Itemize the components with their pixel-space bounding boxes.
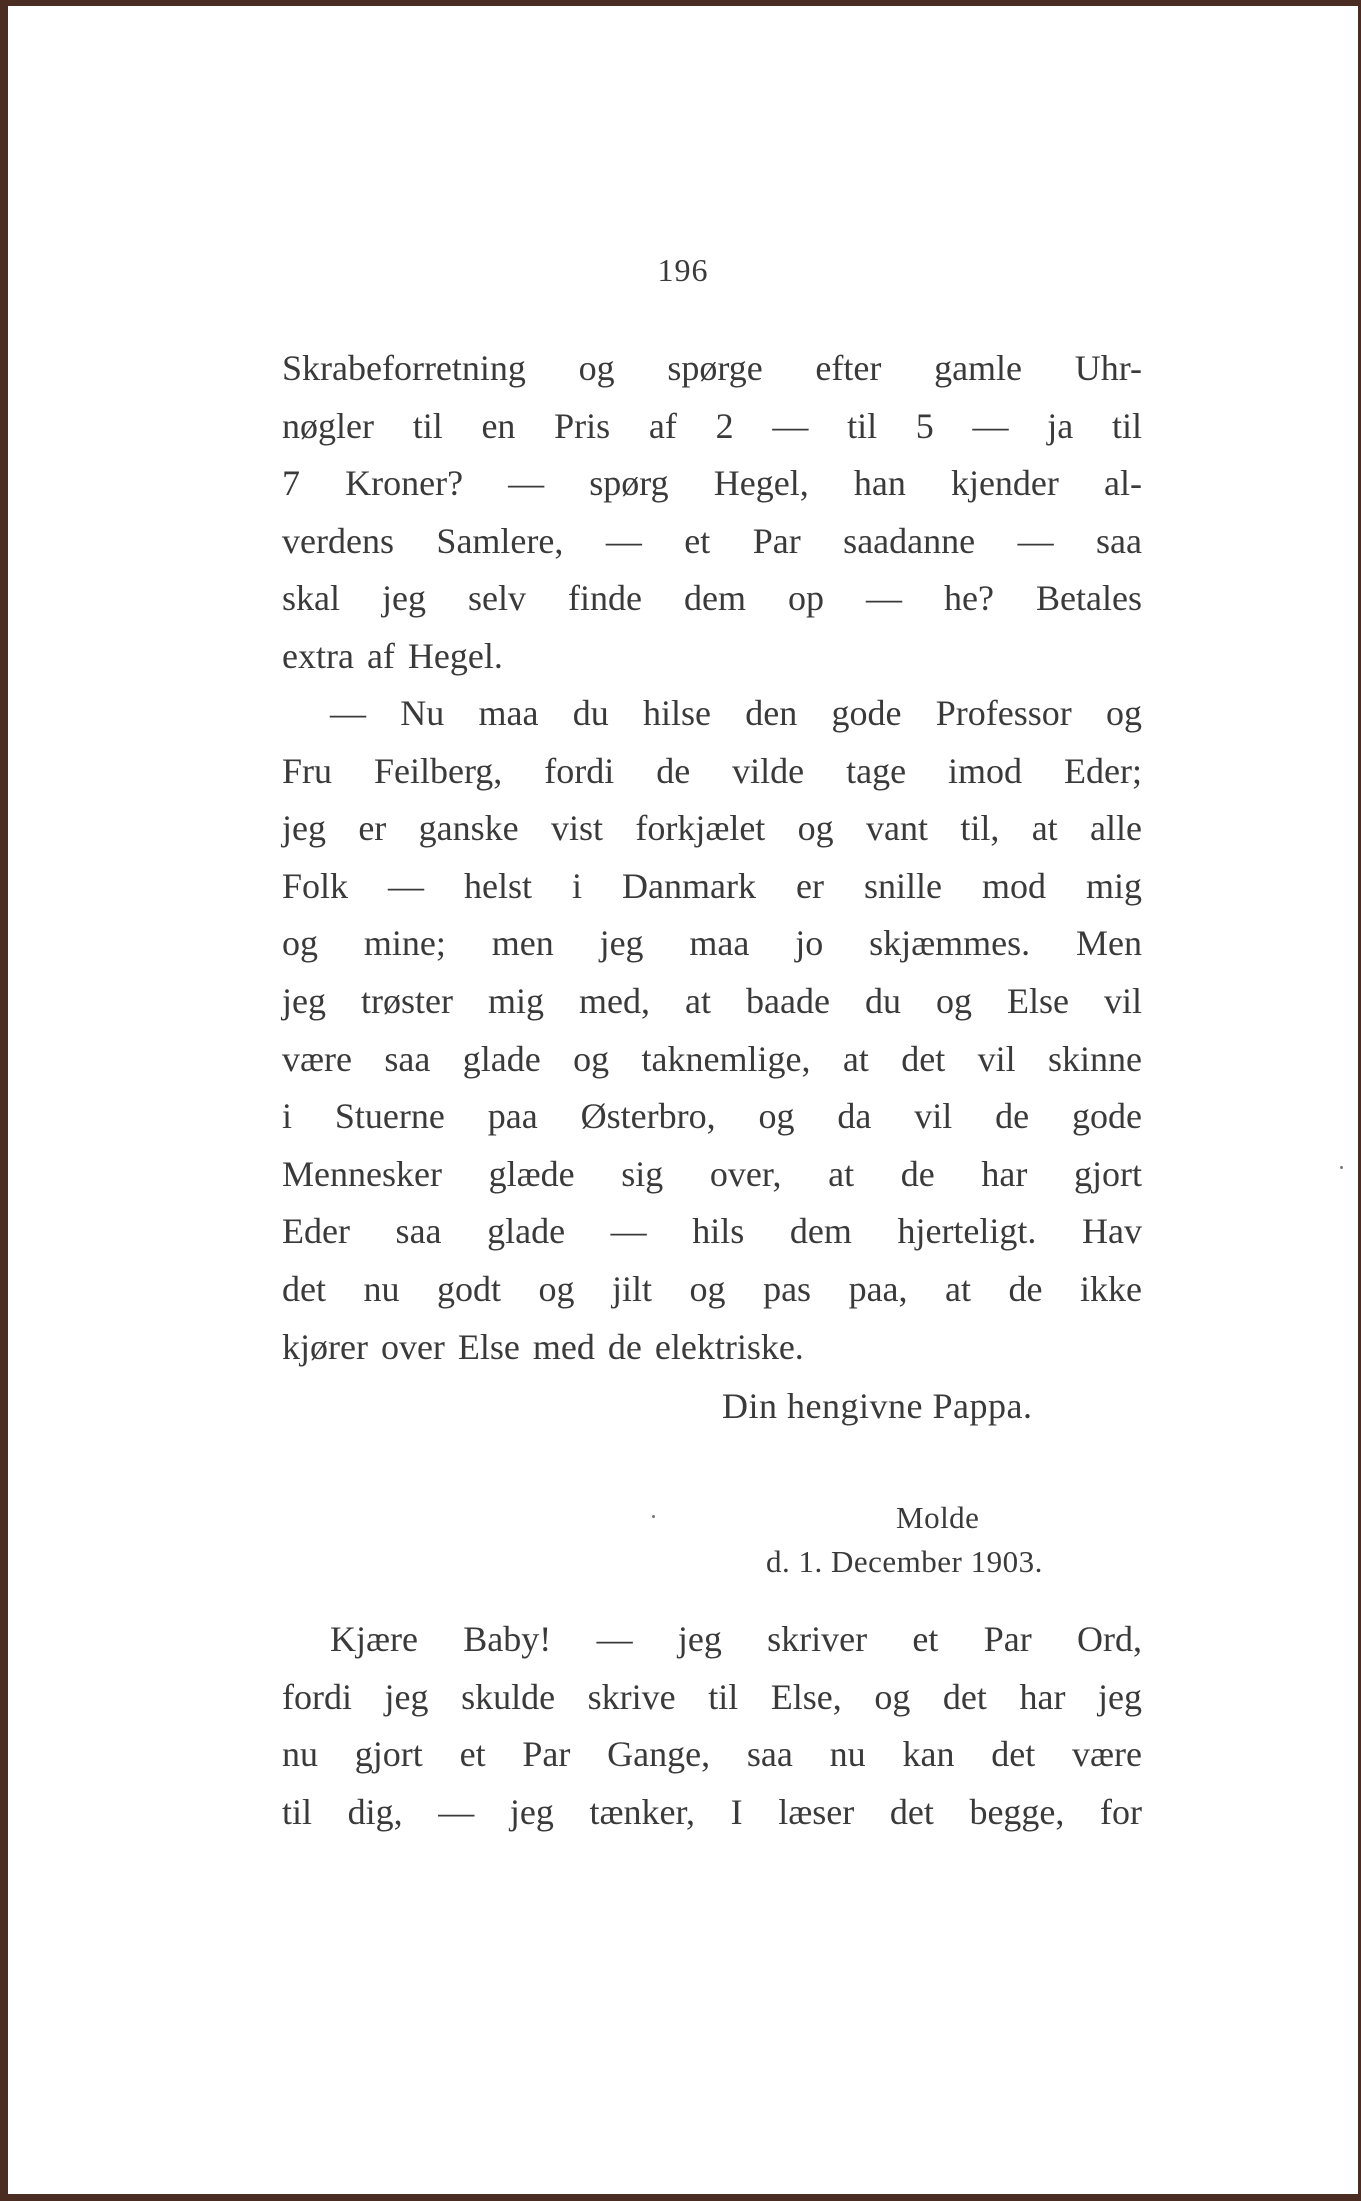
text-line: skal jeg selv finde dem op — he? Betales — [282, 578, 1142, 619]
text-line: Skrabeforretning og spørge efter gamle Uhr- — [282, 348, 1142, 388]
text-line: kjører over Else med de elektriske. — [282, 1326, 804, 1367]
letter-one-paragraph-1 — [282, 340, 1142, 686]
letter-signature: Din hengivne Pappa. — [722, 1386, 1033, 1426]
text-line: Fru Feilberg, fordi de vilde tage imod Eder; — [282, 750, 1142, 791]
text-line: verdens Samlere, — et Par saadanne — saa — [282, 520, 1142, 561]
letter-one-paragraph-2 — [282, 685, 1142, 1376]
text-line: — Nu maa du hilse den gode Professor og — [330, 693, 1142, 733]
text-line: 7 Kroner? — spørg Hegel, han kjender al- — [282, 463, 1142, 504]
text-line: jeg er ganske vist forkjælet og vant til, at alle — [282, 808, 1142, 849]
letter-two-body — [282, 1611, 1142, 1841]
text-line: være saa glade og taknemlige, at det vil skinne — [282, 1038, 1142, 1079]
text-line: til dig, — jeg tænker, I læser det begge, for — [282, 1791, 1142, 1832]
page-number: 196 — [657, 252, 709, 288]
text-line: extra af Hegel. — [282, 635, 503, 676]
text-line: Eder saa glade — hils dem hjerteligt. Hav — [282, 1211, 1142, 1252]
text-line: og mine; men jeg maa jo skjæmmes. Men — [282, 923, 1142, 964]
text-line: Kjære Baby! — jeg skriver et Par Ord, — [330, 1619, 1142, 1659]
text-line: nøgler til en Pris af 2 — til 5 — ja til — [282, 405, 1142, 446]
text-line: Mennesker glæde sig over, at de har gjort — [282, 1153, 1142, 1194]
text-line: det nu godt og jilt og pas paa, at de ikke — [282, 1268, 1142, 1309]
letter-place: Molde — [896, 1500, 980, 1535]
text-line: fordi jeg skulde skrive til Else, og det har jeg — [282, 1676, 1142, 1717]
text-line: Folk — helst i Danmark er snille mod mig — [282, 865, 1142, 906]
text-line: nu gjort et Par Gange, saa nu kan det være — [282, 1734, 1142, 1775]
text-line: jeg trøster mig med, at baade du og Else vil — [282, 980, 1142, 1021]
book-page — [8, 6, 1358, 2194]
paper-speck — [1340, 1166, 1343, 1169]
letter-date: d. 1. December 1903. — [766, 1544, 1043, 1579]
paper-speck — [652, 1515, 655, 1518]
text-line: i Stuerne paa Østerbro, og da vil de gode — [282, 1096, 1142, 1137]
